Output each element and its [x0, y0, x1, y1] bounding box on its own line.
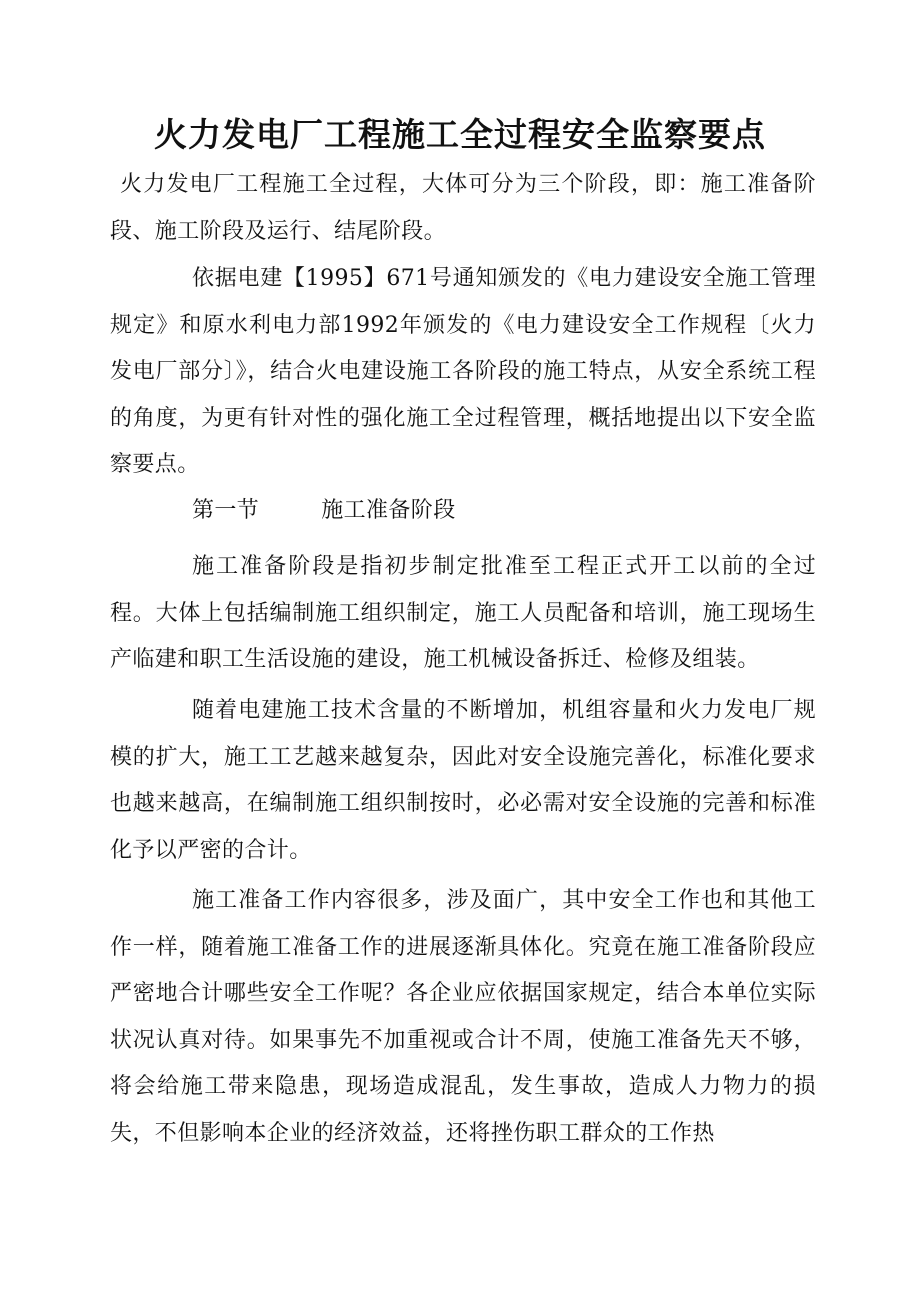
- tech-growth-paragraph: 随着电建施工技术含量的不断增加，机组容量和火力发电厂规模的扩大，施工工艺越来越复杂，因此对安全设施完善化，标准化要求也越来越高，在编制施工组织制按时，必必需对安全设施的完善和标准化予以严密的合计。: [110, 698, 816, 863]
- basis-paragraph: 依据电建【1995】671号通知颁发的《电力建设安全施工管理规定》和原水利电力部1992年颁发的《电力建设安全工作规程〔火力发电厂部分〕》，结合火电建设施工各阶段的施工特点，从安全系统工程的角度，为更有针对性的强化施工全过程管理，概括地提出以下安全监察要点。: [110, 266, 816, 477]
- section-number: 第一节: [192, 498, 260, 523]
- prep-definition-paragraph: 施工准备阶段是指初步制定批准至工程正式开工以前的全过程。大体上包括编制施工组织制定，施工人员配备和培训，施工现场生产临建和职工生活设施的建设，施工机械设备拆迁、检修及组装。: [110, 554, 816, 672]
- intro-paragraph: 火力发电厂工程施工全过程，大体可分为三个阶段，即：施工准备阶段、施工阶段及运行、结尾阶段。: [110, 172, 816, 244]
- section-heading: [110, 488, 816, 535]
- document-title: 火力发电厂工程施工全过程安全监察要点: [154, 115, 766, 154]
- prep-work-paragraph: 施工准备工作内容很多，涉及面广，其中安全工作也和其他工作一样，随着施工准备工作的进展逐渐具体化。究竟在施工准备阶段应严密地合计哪些安全工作呢？各企业应依据国家规定，结合本单位实际状况认真对待。如果事先不加重视或合计不周，使施工准备先天不够，将会给施工带来隐患，现场造成混乱，发生事故，造成人力物力的损失，不但影响本企业的经济效益，还将挫伤职工群众的工作热: [110, 888, 816, 1146]
- section-name: 施工准备阶段: [321, 498, 456, 523]
